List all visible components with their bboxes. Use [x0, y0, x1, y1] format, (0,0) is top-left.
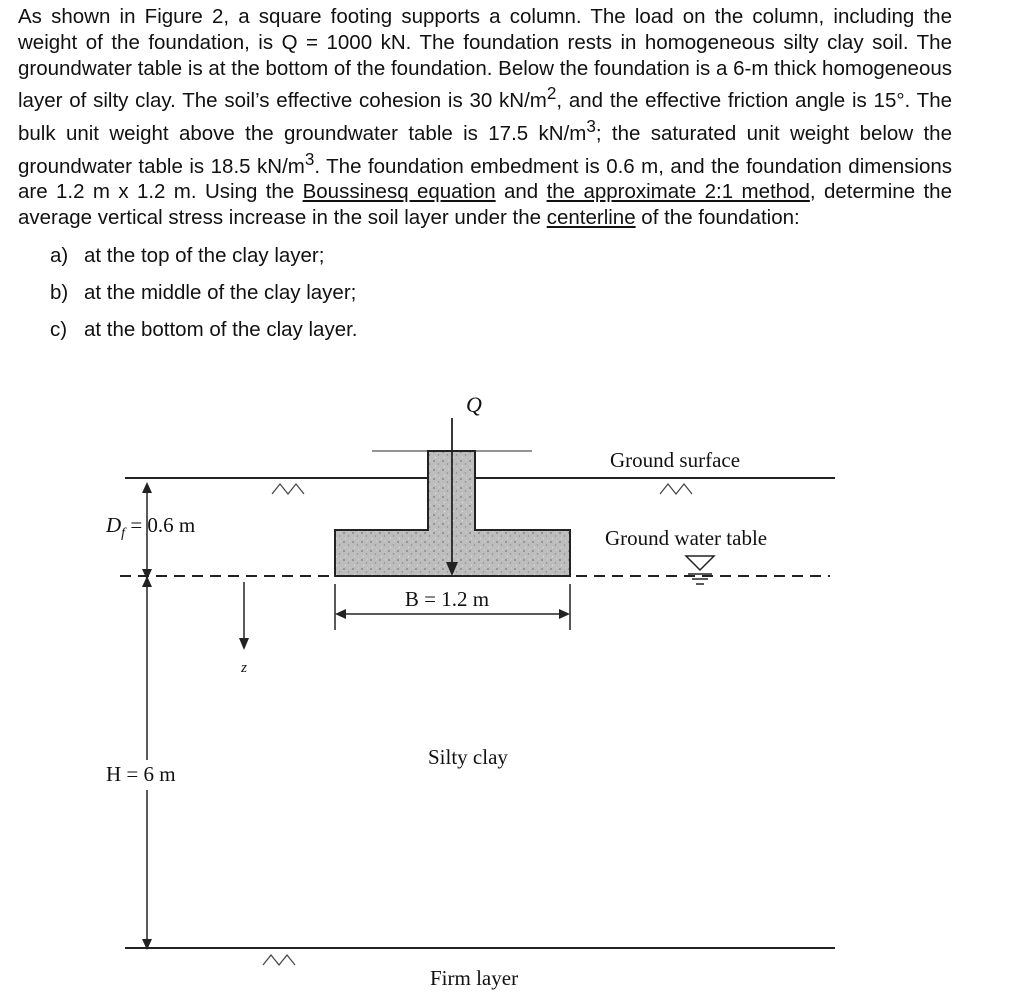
underlined-boussinesq: Boussinesq equation — [302, 180, 496, 204]
z-axis — [239, 582, 249, 650]
df-label: $D_f = 0.6$ m — [106, 513, 196, 541]
problem-statement — [18, 4, 952, 354]
ground-water-table-label: Ground water table — [605, 526, 768, 550]
figure-2-footing-diagram — [0, 380, 1024, 1006]
underlined-21-method: the approximate 2:1 method — [546, 180, 810, 204]
h-label: H = 6 m — [106, 762, 176, 786]
silty-clay-label: Silty clay — [428, 745, 508, 769]
water-table-symbol — [686, 556, 714, 584]
problem-paragraph: As shown in Figure 2, a square footing supports a column. The load on the column, including the weight of the foundation, is Q = 1000 kN. The foundation rests in homogeneous silty clay soil. The groundwater table is at the bottom of the foundation. Below the foundation is a 6-m thick homogeneous layer of silty clay. The soil’s effective cohesion is 30 $kN/m^2$, and the effective friction angle is 15°. The bulk unit weight above the groundwater table is 17.5 $kN/m^3$; the saturated unit weight below the groundwater table is 18.5 $kN/m^3$. The foundation embedment is 0.6 m, and the foundation dimensions are 1.2 m x 1.2 m. Using the Boussinesq equation and the approximate 2:1 method, determine the average vertical stress increase in the soil layer under the centerline of the foundation: — [18, 5, 952, 230]
part-a: a) at the top of the clay layer; — [50, 243, 325, 267]
question-parts — [50, 243, 952, 354]
part-b: b) at the middle of the clay layer; — [50, 280, 357, 304]
z-label: z — [241, 660, 247, 676]
load-label: Q — [466, 392, 482, 417]
underlined-centerline: centerline — [546, 206, 636, 230]
b-label: B = 1.2 m — [404, 587, 490, 611]
ground-surface-label: Ground surface — [610, 448, 741, 472]
part-c: c) at the bottom of the clay layer. — [50, 317, 358, 341]
firm-layer-label: Firm layer — [430, 966, 519, 990]
